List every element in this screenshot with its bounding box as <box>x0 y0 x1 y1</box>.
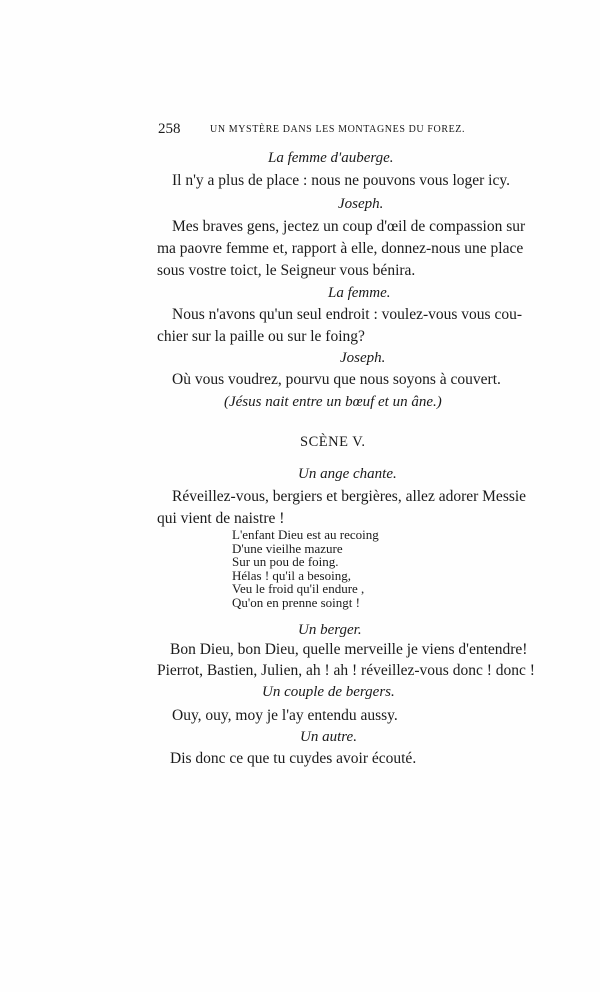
verse-line: Qu'on en prenne soingt ! <box>232 594 360 610</box>
verse-block <box>232 528 379 610</box>
dialogue-line: ma paovre femme et, rapport à elle, donnez-nous une place <box>157 240 524 257</box>
page-number: 258 <box>158 121 181 137</box>
dialogue-line: Il n'y a plus de place : nous ne pouvons vous loger icy. <box>172 172 510 189</box>
stage-direction: (Jésus nait entre un bœuf et un âne.) <box>224 394 442 410</box>
dialogue-line: Dis donc ce que tu cuydes avoir écouté. <box>170 750 417 767</box>
scene-title: SCÈNE V. <box>300 434 366 450</box>
dialogue-line: Pierrot, Bastien, Julien, ah ! ah ! réveillez-vous donc ! donc ! <box>157 662 535 679</box>
speaker-joseph: Joseph. <box>340 350 386 366</box>
speaker-shepherd: Un berger. <box>298 622 362 638</box>
dialogue-line: chier sur la paille ou sur le foing? <box>157 328 365 345</box>
running-head <box>158 121 498 139</box>
dialogue-line: Où vous voudrez, pourvu que nous soyons à couvert. <box>172 371 501 388</box>
dialogue-line: Mes braves gens, jectez un coup d'œil de compassion sur <box>172 218 526 235</box>
dialogue-line: Ouy, ouy, moy je l'ay entendu aussy. <box>172 707 398 724</box>
running-title: UN MYSTÈRE DANS LES MONTAGNES DU FOREZ. <box>210 124 466 135</box>
verse-line: L'enfant Dieu est au recoing <box>232 527 379 542</box>
speaker-wife: La femme. <box>328 285 391 301</box>
speaker-angel: Un ange chante. <box>298 466 397 482</box>
verse-line: Hélas ! qu'il a besoing, <box>232 567 351 583</box>
verse-line: Veu le froid qu'il endure , <box>232 581 365 597</box>
speaker-innkeeper-wife: La femme d'auberge. <box>268 150 394 166</box>
speaker-other: Un autre. <box>300 729 357 745</box>
dialogue-line: Réveillez-vous, bergiers et bergières, allez adorer Messie <box>172 488 527 505</box>
speaker-shepherd-couple: Un couple de bergers. <box>262 684 395 700</box>
speaker-joseph: Joseph. <box>338 196 384 212</box>
dialogue-line: qui vient de naistre ! <box>157 510 285 527</box>
dialogue-line: Bon Dieu, bon Dieu, quelle merveille je viens d'entendre! <box>170 641 528 658</box>
dialogue-line: Nous n'avons qu'un seul endroit : voulez-vous vous cou- <box>172 306 522 323</box>
dialogue-line: sous vostre toict, le Seigneur vous bénira. <box>157 262 416 279</box>
verse-line: D'une vieilhe mazure <box>232 540 343 556</box>
verse-line: Sur un pou de foing. <box>232 554 339 570</box>
